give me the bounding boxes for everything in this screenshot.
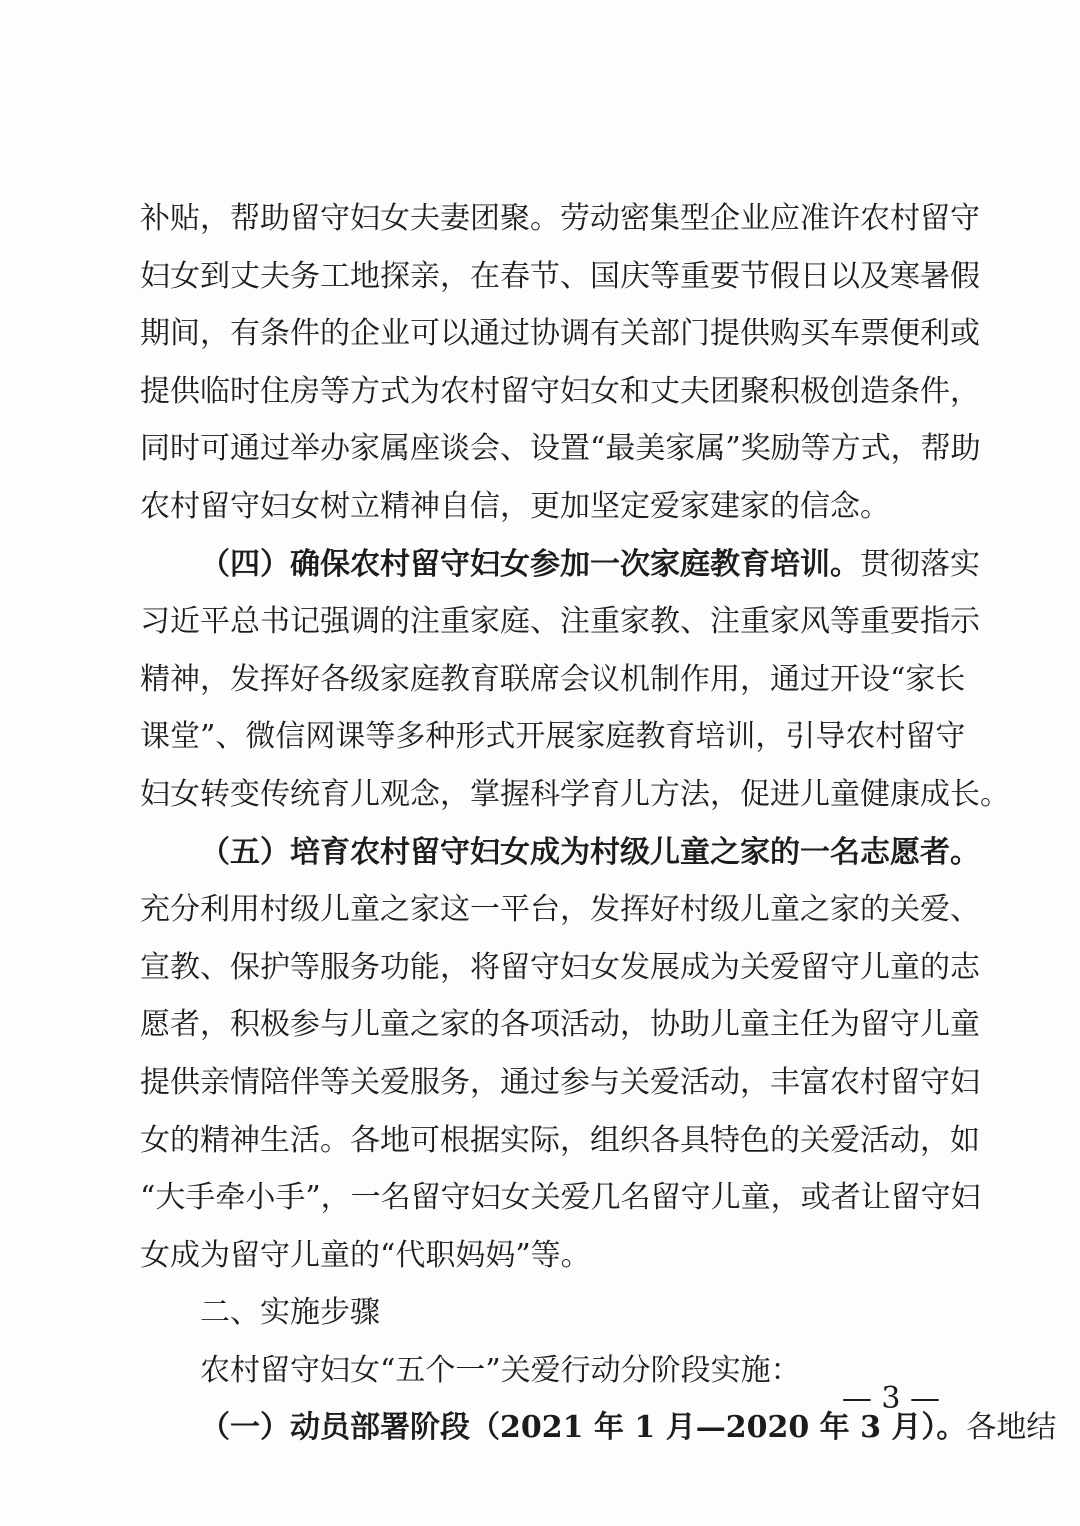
paragraph-line: 妇女转变传统育儿观念，掌握科学育儿方法，促进儿童健康成长。: [140, 776, 1010, 812]
paragraph-line: 女成为留守儿童的“代职妈妈”等。: [140, 1237, 591, 1273]
section-4-first-line: [140, 536, 980, 594]
section-4-heading: （四）确保农村留守妇女参加一次家庭教育培训。: [200, 546, 860, 582]
paragraph-line: “大手牵小手”，一名留守妇女关爱几名留守儿童，或者让留守妇: [140, 1180, 981, 1216]
paragraph-line: 宣教、保护等服务功能，将留守妇女发展成为关爱留守儿童的志: [140, 949, 980, 985]
page-number: — 3 —: [841, 1381, 940, 1416]
stage-1-heading: （一）动员部署阶段（2021 年 1 月—2020 年 3 月）。: [200, 1410, 967, 1446]
paragraph-line: 妇女到丈夫务工地探亲，在春节、国庆等重要节假日以及寒暑假: [140, 258, 980, 294]
paragraph-line: 同时可通过举办家属座谈会、设置“最美家属”奖励等方式，帮助: [140, 431, 981, 467]
part-2-heading: 二、实施步骤: [200, 1295, 380, 1331]
paragraph-line: 习近平总书记强调的注重家庭、注重家教、注重家风等重要指示: [140, 604, 980, 640]
stage-1-rest: 各地结: [966, 1410, 1057, 1446]
paragraph-line: 课堂”、微信网课等多种形式开展家庭教育培训，引导农村留守: [140, 719, 966, 755]
paragraph-line: 农村留守妇女树立精神自信，更加坚定爱家建家的信念。: [140, 488, 890, 524]
paragraph-line: 精神，发挥好各级家庭教育联席会议机制作用，通过开设“家长: [140, 661, 966, 697]
paragraph-line: 愿者，积极参与儿童之家的各项活动，协助儿童主任为留守儿童: [140, 1007, 980, 1043]
paragraph-line: 补贴，帮助留守妇女夫妻团聚。劳动密集型企业应准许农村留守: [140, 201, 980, 236]
paragraph-line: 提供临时住房等方式为农村留守妇女和丈夫团聚积极创造条件，: [140, 373, 980, 409]
paragraph-line: 充分利用村级儿童之家这一平台，发挥好村级儿童之家的关爱、: [140, 892, 980, 928]
paragraph-line: 女的精神生活。各地可根据实际，组织各具特色的关爱活动，如: [140, 1122, 980, 1158]
part-2-intro: 农村留守妇女“五个一”关爱行动分阶段实施：: [200, 1352, 801, 1388]
paragraph-line: 提供亲情陪伴等关爱服务，通过参与关爱活动，丰富农村留守妇: [140, 1064, 980, 1100]
section-4-first-line-rest: 贯彻落实: [860, 546, 980, 582]
section-5-heading: （五）培育农村留守妇女成为村级儿童之家的一名志愿者。: [200, 834, 980, 870]
stage-1-line: [140, 1399, 1057, 1457]
paragraph-line: 期间，有条件的企业可以通过协调有关部门提供购买车票便利或: [140, 316, 980, 352]
document-body: [140, 190, 1057, 1457]
